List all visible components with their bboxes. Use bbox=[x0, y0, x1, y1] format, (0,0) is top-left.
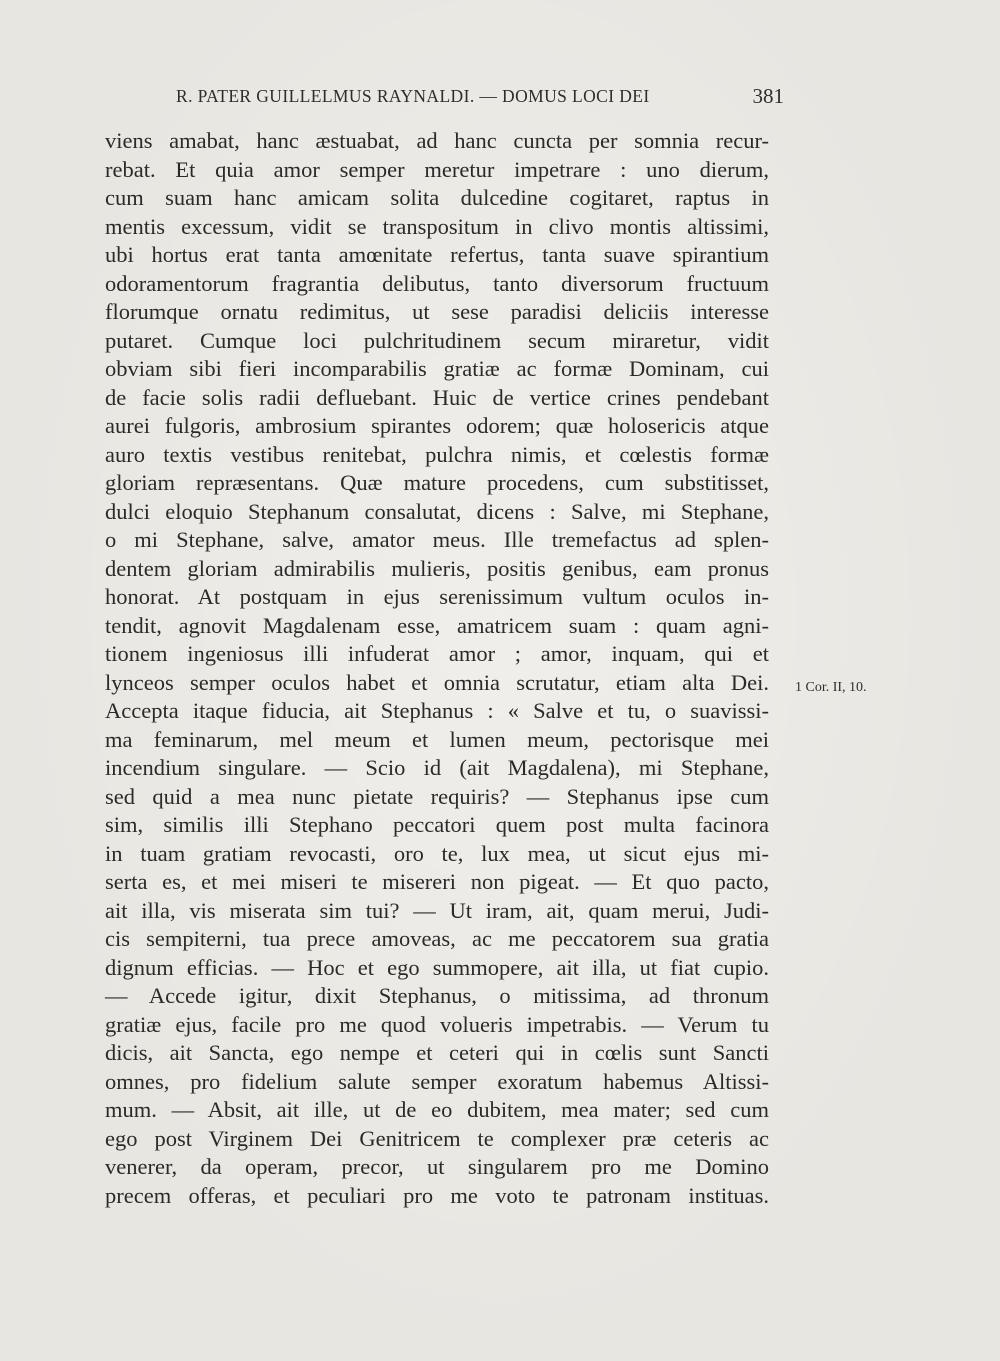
text-line: ego post Virginem Dei Genitricem te complexer præ ceteris ac bbox=[105, 1125, 769, 1151]
text-line: sim, similis illi Stephano peccatori quem post multa facinora bbox=[105, 812, 769, 837]
text-line: tionem ingeniosus illi infuderat amor ; amor, inquam, qui et bbox=[105, 641, 769, 666]
text-line: precem offeras, et peculiari pro me voto te patronam instituas. bbox=[105, 1182, 769, 1208]
text-line: cum suam hanc amicam solita dulcedine cogitaret, raptus in bbox=[105, 185, 769, 210]
page-number: 381 bbox=[752, 84, 784, 108]
text-line: mum. — Absit, ait ille, ut de eo dubitem, mea mater; sed cum bbox=[105, 1097, 769, 1122]
text-line: ma feminarum, mel meum et lumen meum, pectorisque mei bbox=[105, 726, 769, 752]
text-line: gratiæ ejus, facile pro me quod volueris impetrabis. — Verum tu bbox=[105, 1011, 769, 1037]
text-line: dignum efficias. — Hoc et ego summopere, ait illa, ut fiat cupio. bbox=[105, 954, 769, 980]
text-line: ubi hortus erat tanta amœnitate refertus, tanta suave spirantium bbox=[105, 242, 769, 267]
text-line: o mi Stephane, salve, amator meus. Ille tremefactus ad splen- bbox=[105, 527, 769, 552]
text-line: aurei fulgoris, ambrosium spirantes odorem; quæ holosericis atque bbox=[105, 413, 769, 438]
text-line: viens amabat, hanc æstuabat, ad hanc cuncta per somnia recur- bbox=[105, 128, 769, 153]
text-line: tendit, agnovit Magdalenam esse, amatricem suam : quam agni- bbox=[105, 612, 769, 638]
margin-note: 1 Cor. II, 10. bbox=[795, 680, 867, 695]
text-line: incendium singulare. — Scio id (ait Magdalena), mi Stephane, bbox=[105, 755, 769, 780]
text-line: honorat. At postquam in ejus serenissimum vultum oculos in- bbox=[105, 584, 769, 609]
running-head bbox=[176, 84, 784, 114]
text-line: florumque ornatu redimitus, ut sese paradisi deliciis interesse bbox=[105, 299, 769, 324]
text-line: dulci eloquio Stephanum consalutat, dicens : Salve, mi Stephane, bbox=[105, 498, 769, 524]
text-line: — Accede igitur, dixit Stephanus, o mitissima, ad thronum bbox=[105, 983, 769, 1008]
text-line: putaret. Cumque loci pulchritudinem secum miraretur, vidit bbox=[105, 327, 769, 353]
text-line: venerer, da operam, precor, ut singularem pro me Domino bbox=[105, 1154, 769, 1179]
text-line: mentis excessum, vidit se transpositum in clivo montis altissimi, bbox=[105, 213, 769, 239]
text-line: ait illa, vis miserata sim tui? — Ut iram, ait, quam merui, Judi- bbox=[105, 897, 769, 923]
text-line: serta es, et mei miseri te misereri non pigeat. — Et quo pacto, bbox=[105, 869, 769, 894]
text-line: cis sempiterni, tua prece amoveas, ac me peccatorem sua gratia bbox=[105, 926, 769, 951]
text-line: omnes, pro fidelium salute semper exoratum habemus Altissi- bbox=[105, 1068, 769, 1094]
text-line: dentem gloriam admirabilis mulieris, positis genibus, eam pronus bbox=[105, 555, 769, 581]
text-line: rebat. Et quia amor semper meretur impetrare : uno dierum, bbox=[105, 156, 769, 182]
text-line: dicis, ait Sancta, ego nempe et ceteri qui in cœlis sunt Sancti bbox=[105, 1040, 769, 1065]
text-line: sed quid a mea nunc pietate requiris? — Stephanus ipse cum bbox=[105, 783, 769, 809]
running-title: R. PATER GUILLELMUS RAYNALDI. — DOMUS LOCI DEI bbox=[176, 86, 650, 106]
text-line: in tuam gratiam revocasti, oro te, lux mea, ut sicut ejus mi- bbox=[105, 840, 769, 866]
text-line: auro textis vestibus renitebat, pulchra nimis, et cœlestis formæ bbox=[105, 441, 769, 467]
text-line: de facie solis radii defluebant. Huic de vertice crines pendebant bbox=[105, 384, 769, 410]
text-line: Accepta itaque fiducia, ait Stephanus : « Salve et tu, o suavissi- bbox=[105, 698, 769, 723]
text-line: gloriam repræsentans. Quæ mature procedens, cum substitisset, bbox=[105, 470, 769, 495]
text-line: obviam sibi fieri incomparabilis gratiæ ac formæ Dominam, cui bbox=[105, 356, 769, 381]
body-text bbox=[105, 127, 769, 1210]
text-line: odoramentorum fragrantia delibutus, tanto diversorum fructuum bbox=[105, 270, 769, 296]
text-line: lynceos semper oculos habet et omnia scrutatur, etiam alta Dei. bbox=[105, 669, 769, 695]
